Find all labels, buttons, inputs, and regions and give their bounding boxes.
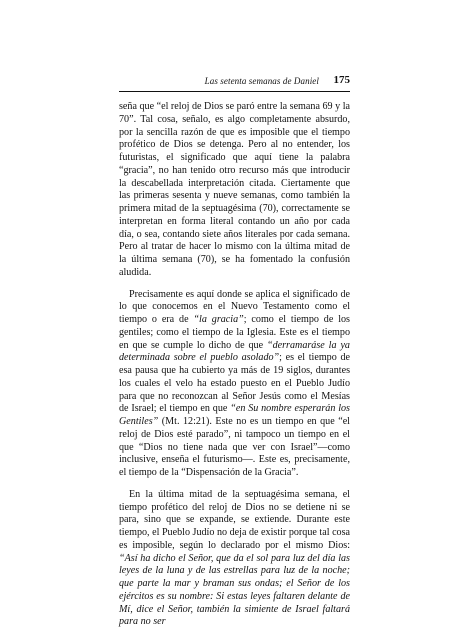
paragraph-1: [119, 101, 350, 280]
running-head: [0, 74, 463, 92]
quote-jeremiah: “Así ha dicho el Señor, que da el sol para luz del día las leyes de la luna y de las estrellas para luz de la noche; que parte la mar y braman sus ondas; el Señor de los ejércitos es su nombre: Si estas leyes faltaren delante de Mí, dice el Señor, también la simiente de Israel faltará para no ser: [119, 552, 350, 628]
paragraph-2: [119, 289, 350, 480]
paragraph-2-text: ; como el tiempo de los gentiles; como el tiempo de la Iglesia. Este es el tiempo en que se cumple lo dicho de que: [119, 314, 350, 351]
header-rule: [119, 91, 350, 92]
page-number: 175: [333, 74, 350, 86]
quote-derramarase: “derramaráse la ya determinada sobre el pueblo asolado”: [119, 339, 350, 364]
paragraph-2-text: ; es el tiempo de esa pausa que ha cubierto ya más de 19 siglos, durantes los cuales el velo ha estado puesto en el Pueblo Judío para que no reconozcan al Señor Jesús como el Mesías de Israel; el tiempo en que: [119, 352, 350, 415]
paragraph-3-text: En la última mitad de la septuagésima semana, el tiempo profético del reloj de Dios no se detiene ni se para, sino que se expande, se extiende. Durante este tiempo, el Pueblo Judío no deja de existir porque tal cosa es imposible, según lo declarado por el mismo Dios:: [119, 488, 350, 551]
quote-gentiles: “en Su nombre esperarán los Gentiles”: [119, 403, 350, 427]
quote-la-gracia: “la gracia”: [193, 314, 244, 325]
paragraph-1-text: seña que “el reloj de Dios se paró entre la semana 69 y la 70”. Tal cosa, señalo, es algo completamente absurdo, por la sencilla razón de que es imposible que el tiempo profético de Dios se detenga. Pero al no entender, los futuristas, el significado que aquí tiene la palabra “gracia”, no han tenido otro recurso más que introducir la descabellada interpretación citada. Ciertamente que las primeras sesenta y nueve semanas, como también la primera mitad de la septuagésima (70), correctamente se interpretan en forma literal contando un año por cada día, o sea, contando siete años literales por cada semana. Pero al tratar de hacer lo mismo con la última mitad de la última semana (70), se ha fomentado la confusión aludida.: [119, 101, 350, 278]
paragraph-3: [119, 489, 350, 629]
paragraph-2-text: Precisamente es aquí donde se aplica el significado de lo que conocemos en el Nuevo Testamento como el tiempo o era de: [119, 288, 350, 325]
paragraph-2-text: (Mt. 12:21). Este no es un tiempo en que “el reloj de Dios esté parado”, ni tampoco un tiempo en el que “Dios no tiene nada que ver con Israel”—como inclusive, enseña el futurismo—. Este es, precisamente, el tiempo de la “Dispensación de la Gracia”.: [119, 416, 350, 478]
body-text: [119, 101, 350, 629]
running-head-title: Las setenta semanas de Daniel: [204, 76, 319, 86]
